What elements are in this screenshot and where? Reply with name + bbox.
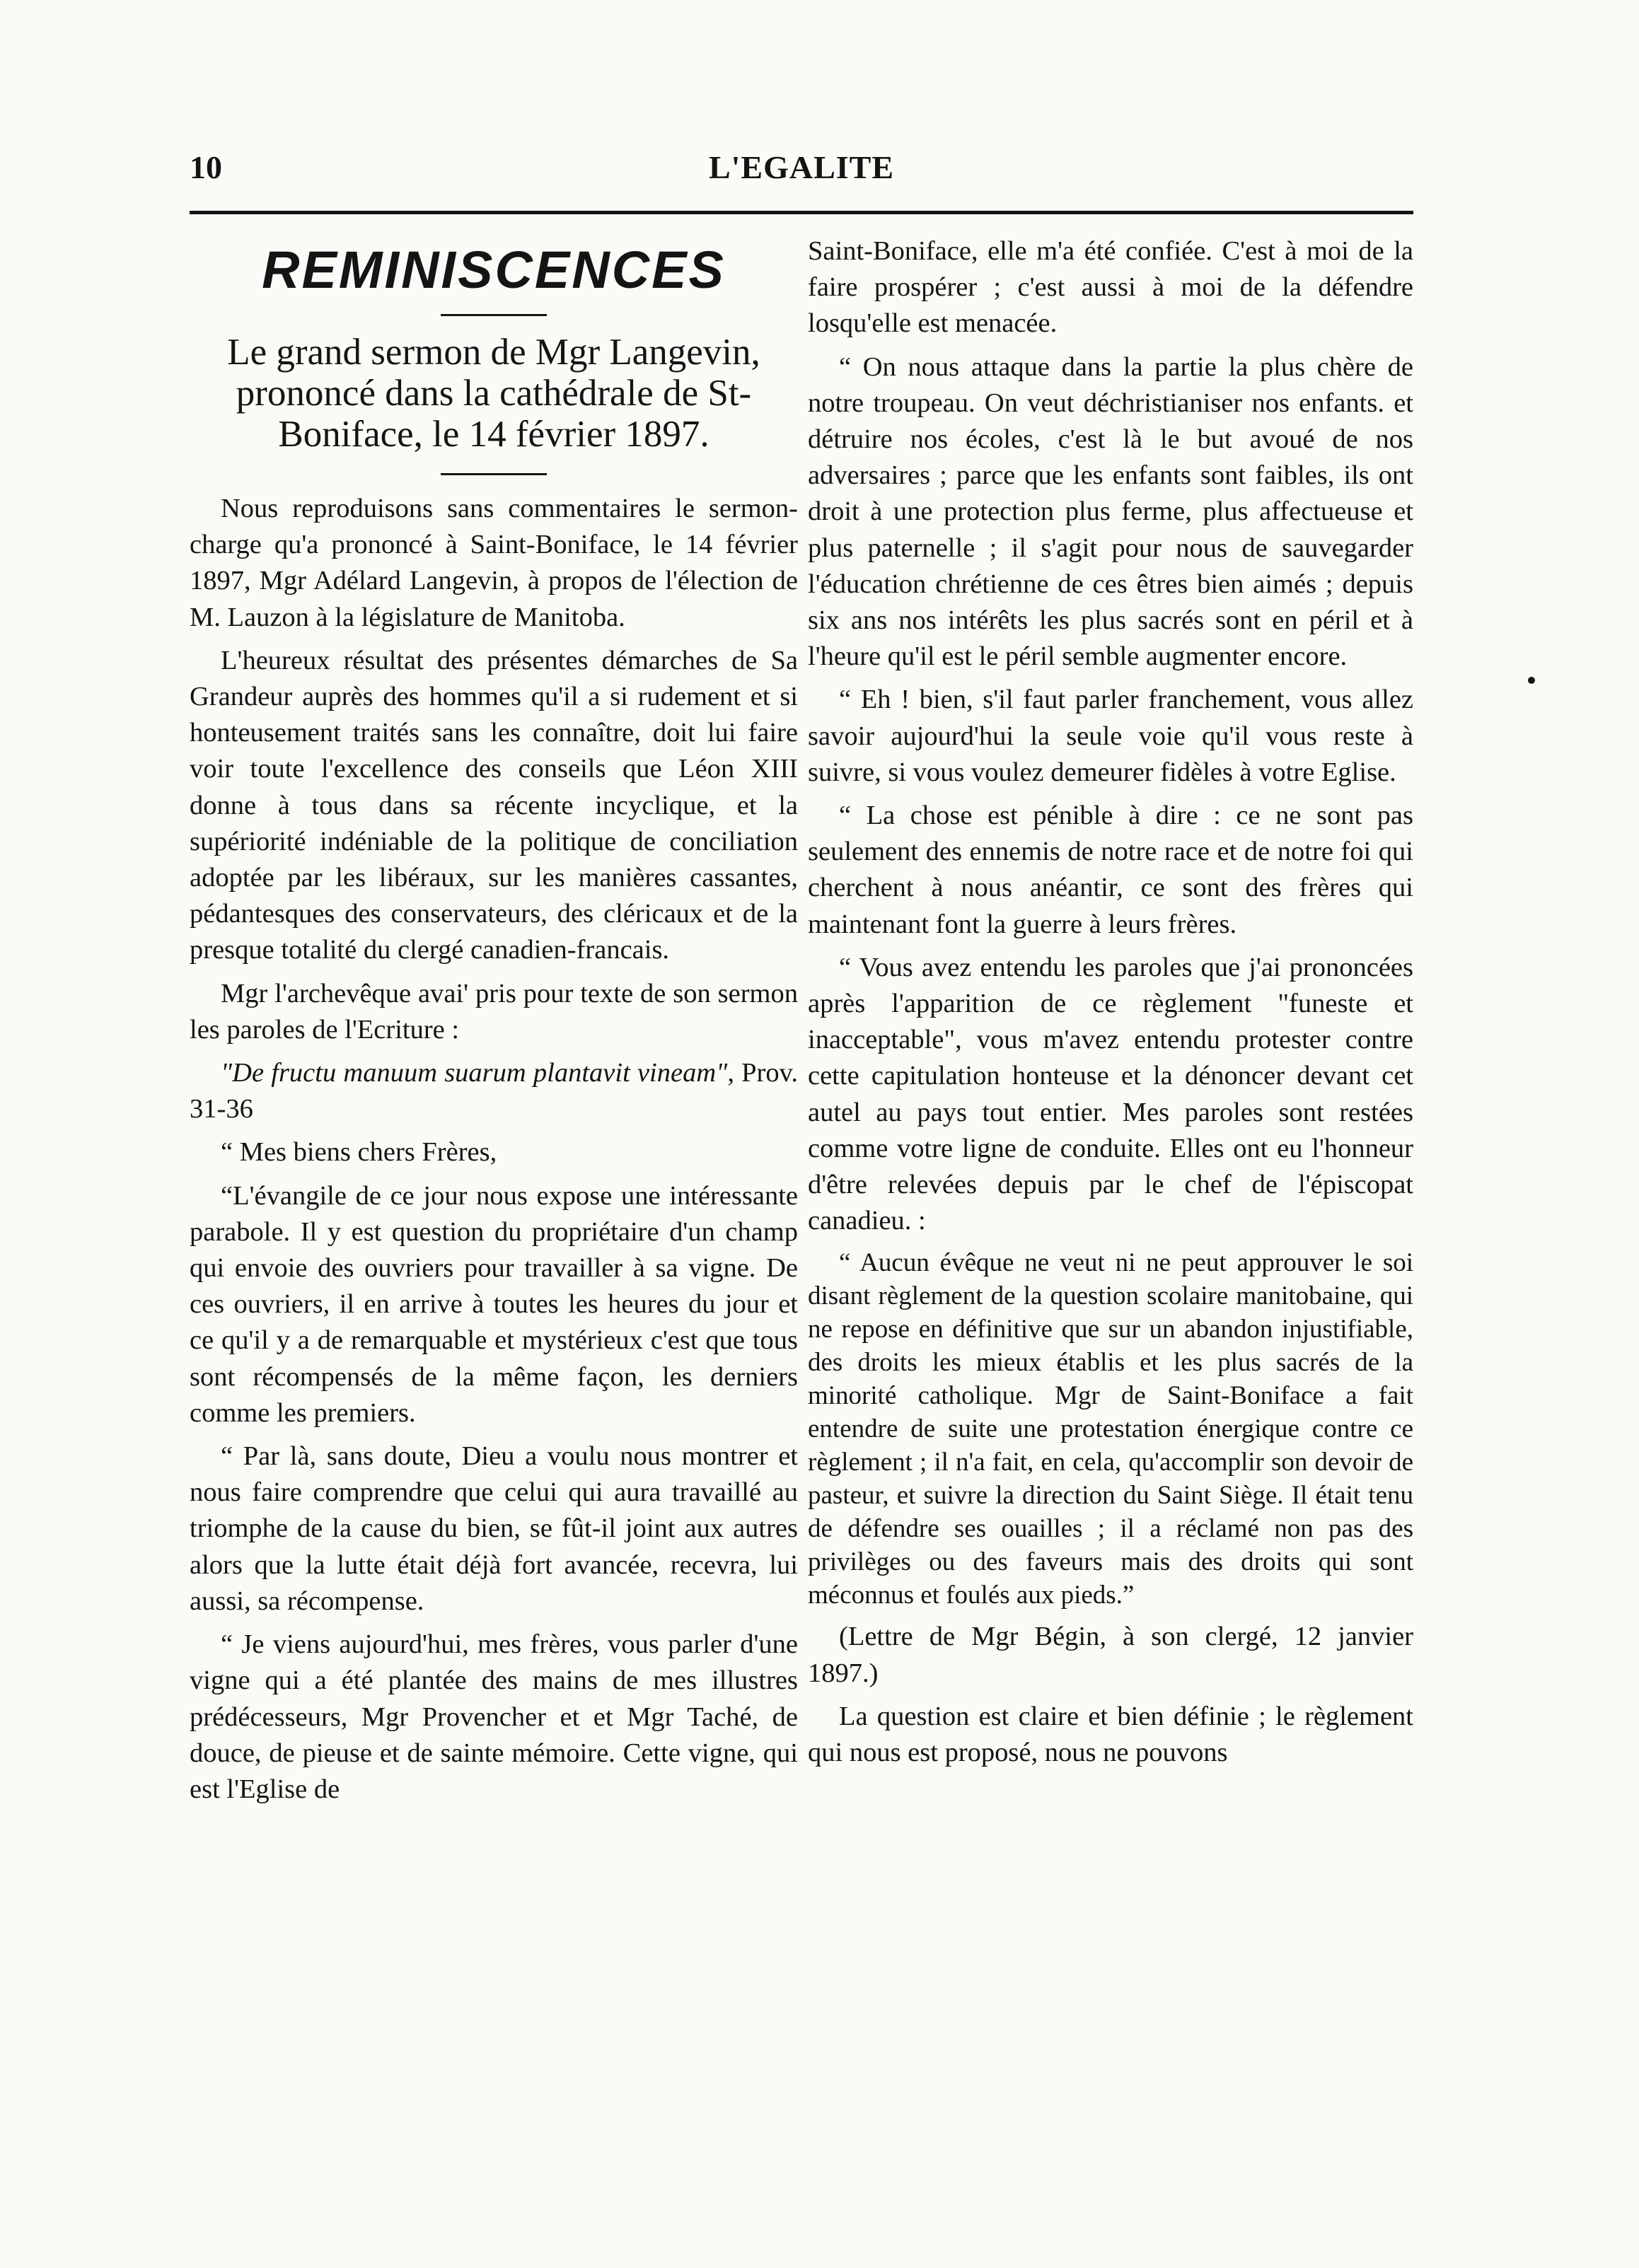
letter-source: (Lettre de Mgr Bégin, à son clergé, 12 janvier 1897.)	[808, 1622, 1413, 1688]
paragraph: “ Par là, sans doute, Dieu a voulu nous montrer et nous faire comprendre que celui qui aura travaillé au triomphe de la cause du bien, se fût-il joint aux autres alors que la lutte était déjà fort avancée, recevra, lui aussi, sa récompense.	[190, 1441, 798, 1616]
header-rule	[190, 211, 1413, 214]
right-column	[808, 233, 1413, 1778]
citation-latin: "De fructu manuum suarum plantavit vineam"	[221, 1058, 728, 1088]
paragraph: “ Mes biens chers Frères,	[221, 1137, 497, 1168]
citation-reference: , Prov. 31-36	[190, 1058, 799, 1124]
page-number: 10	[190, 149, 222, 185]
letter-quote: “ Aucun évêque ne veut ni ne peut approuver le soi disant règlement de la question scolaire manitobaine, qui ne repose en définitive que sur un abandon injustifiable, des droits les mieux établis et les plus sacrés de la minorité catholique. Mgr de Saint-Boniface a fait entendre de suite une protestation énergique contre ce règlement ; il n'a fait, en cela, qu'accomplir son devoir de pasteur, et suivre la direction du Saint Siège. Il était tenu de défendre ses ouailles ; il a réclamé non pas des privilèges ou des faveurs mais des droits qui sont méconnus et foulés aux pieds.”	[808, 1248, 1413, 1610]
paragraph: Saint-Boniface, elle m'a été confiée. C'est à moi de la faire prospérer ; c'est aussi à moi de la défendre losqu'elle est menacée.	[808, 236, 1413, 339]
paragraph: “ On nous attaque dans la partie la plus chère de notre troupeau. On veut déchristianiser nos enfants. et détruire nos écoles, c'est là le but avoué de nos adversaires ; parce que les enfants sont faibles, ils ont droit à une protection plus ferme, plus affectueuse et plus paternelle ; il s'agit pour nous de sauvegarder l'éducation chrétienne de ces êtres bien aimés ; depuis six ans nos intérêts les plus sacrés sont en péril et à l'heure qu'il est le péril semble augmenter encore.	[808, 351, 1413, 672]
paragraph: “L'évangile de ce jour nous expose une intéressante parabole. Il y est question du propriétaire d'un champ qui envoie des ouvriers pour travailler à sa vigne. De ces ouvriers, il en arrive à toutes les heures du jour et ce qu'il y a de remarquable et mystérieux c'est que tous sont récompensés de la même façon, les derniers comme les premiers.	[190, 1180, 798, 1428]
paragraph: Mgr l'archevêque avai' pris pour texte de son sermon les paroles de l'Ecriture :	[190, 978, 798, 1045]
closing-paragraph: La question est claire et bien définie ; le règlement qui nous est proposé, nous ne pouvons	[808, 1701, 1413, 1768]
article-subtitle: Le grand sermon de Mgr Langevin, prononcé dans la cathédrale de St-Boniface, le 14 février 1897.	[227, 332, 760, 455]
running-title: L'EGALITE	[708, 149, 895, 185]
article-title: REMINISCENCES	[262, 240, 726, 299]
paragraph: “ Je viens aujourd'hui, mes frères, vous parler d'une vigne qui a été plantée des mains de mes illustres prédécesseurs, Mgr Provencher et et Mgr Taché, de douce, de pieuse et de sainte mémoire. Cette vigne, qui est l'Eglise de	[190, 1629, 798, 1804]
paragraph: Nous reproduisons sans commentaires le sermon-charge qu'a prononcé à Saint-Boniface, le 14 février 1897, Mgr Adélard Langevin, à propos de l'élection de M. Lauzon à la législature de Manitoba.	[190, 494, 798, 632]
paragraph: “ La chose est pénible à dire : ce ne sont pas seulement des ennemis de notre race et de notre foi qui cherchent à nous anéantir, ce sont des frères qui maintenant font la guerre à leurs frères.	[808, 801, 1413, 939]
left-column	[190, 233, 798, 1815]
subtitle-rule	[441, 473, 547, 475]
ink-dot	[1528, 677, 1535, 684]
scripture-citation	[190, 1055, 798, 1127]
page-header	[190, 149, 1413, 198]
paragraph: L'heureux résultat des présentes démarches de Sa Grandeur auprès des hommes qu'il a si rudement et si honteusement traités sans les connaître, doit lui faire voir toute l'excellence des conseils que Léon XIII donne à tous dans sa récente incyclique, et la supériorité indéniable de la politique de conciliation adoptée par les libéraux, sur les manières cassantes, pédantesques des conservateurs, des cléricaux et de la presque totalité du clergé canadien-francais.	[190, 645, 798, 965]
paragraph: “ Vous avez entendu les paroles que j'ai prononcées après l'apparition de ce règlement "funeste et inacceptable", vous m'avez entendu protester contre cette capitulation honteuse et la dénoncer devant cet autel au pays tout entier. Mes paroles sont restées comme votre ligne de conduite. Elles ont eu l'honneur d'être relevées depuis par le chef de l'épiscopat canadieu. :	[808, 952, 1413, 1236]
paragraph: “ Eh ! bien, s'il faut parler franchement, vous allez savoir aujourd'hui la seule voie qu'il vous reste à suivre, si vous voulez demeurer fidèles à votre Eglise.	[808, 685, 1413, 787]
title-rule	[441, 314, 547, 316]
